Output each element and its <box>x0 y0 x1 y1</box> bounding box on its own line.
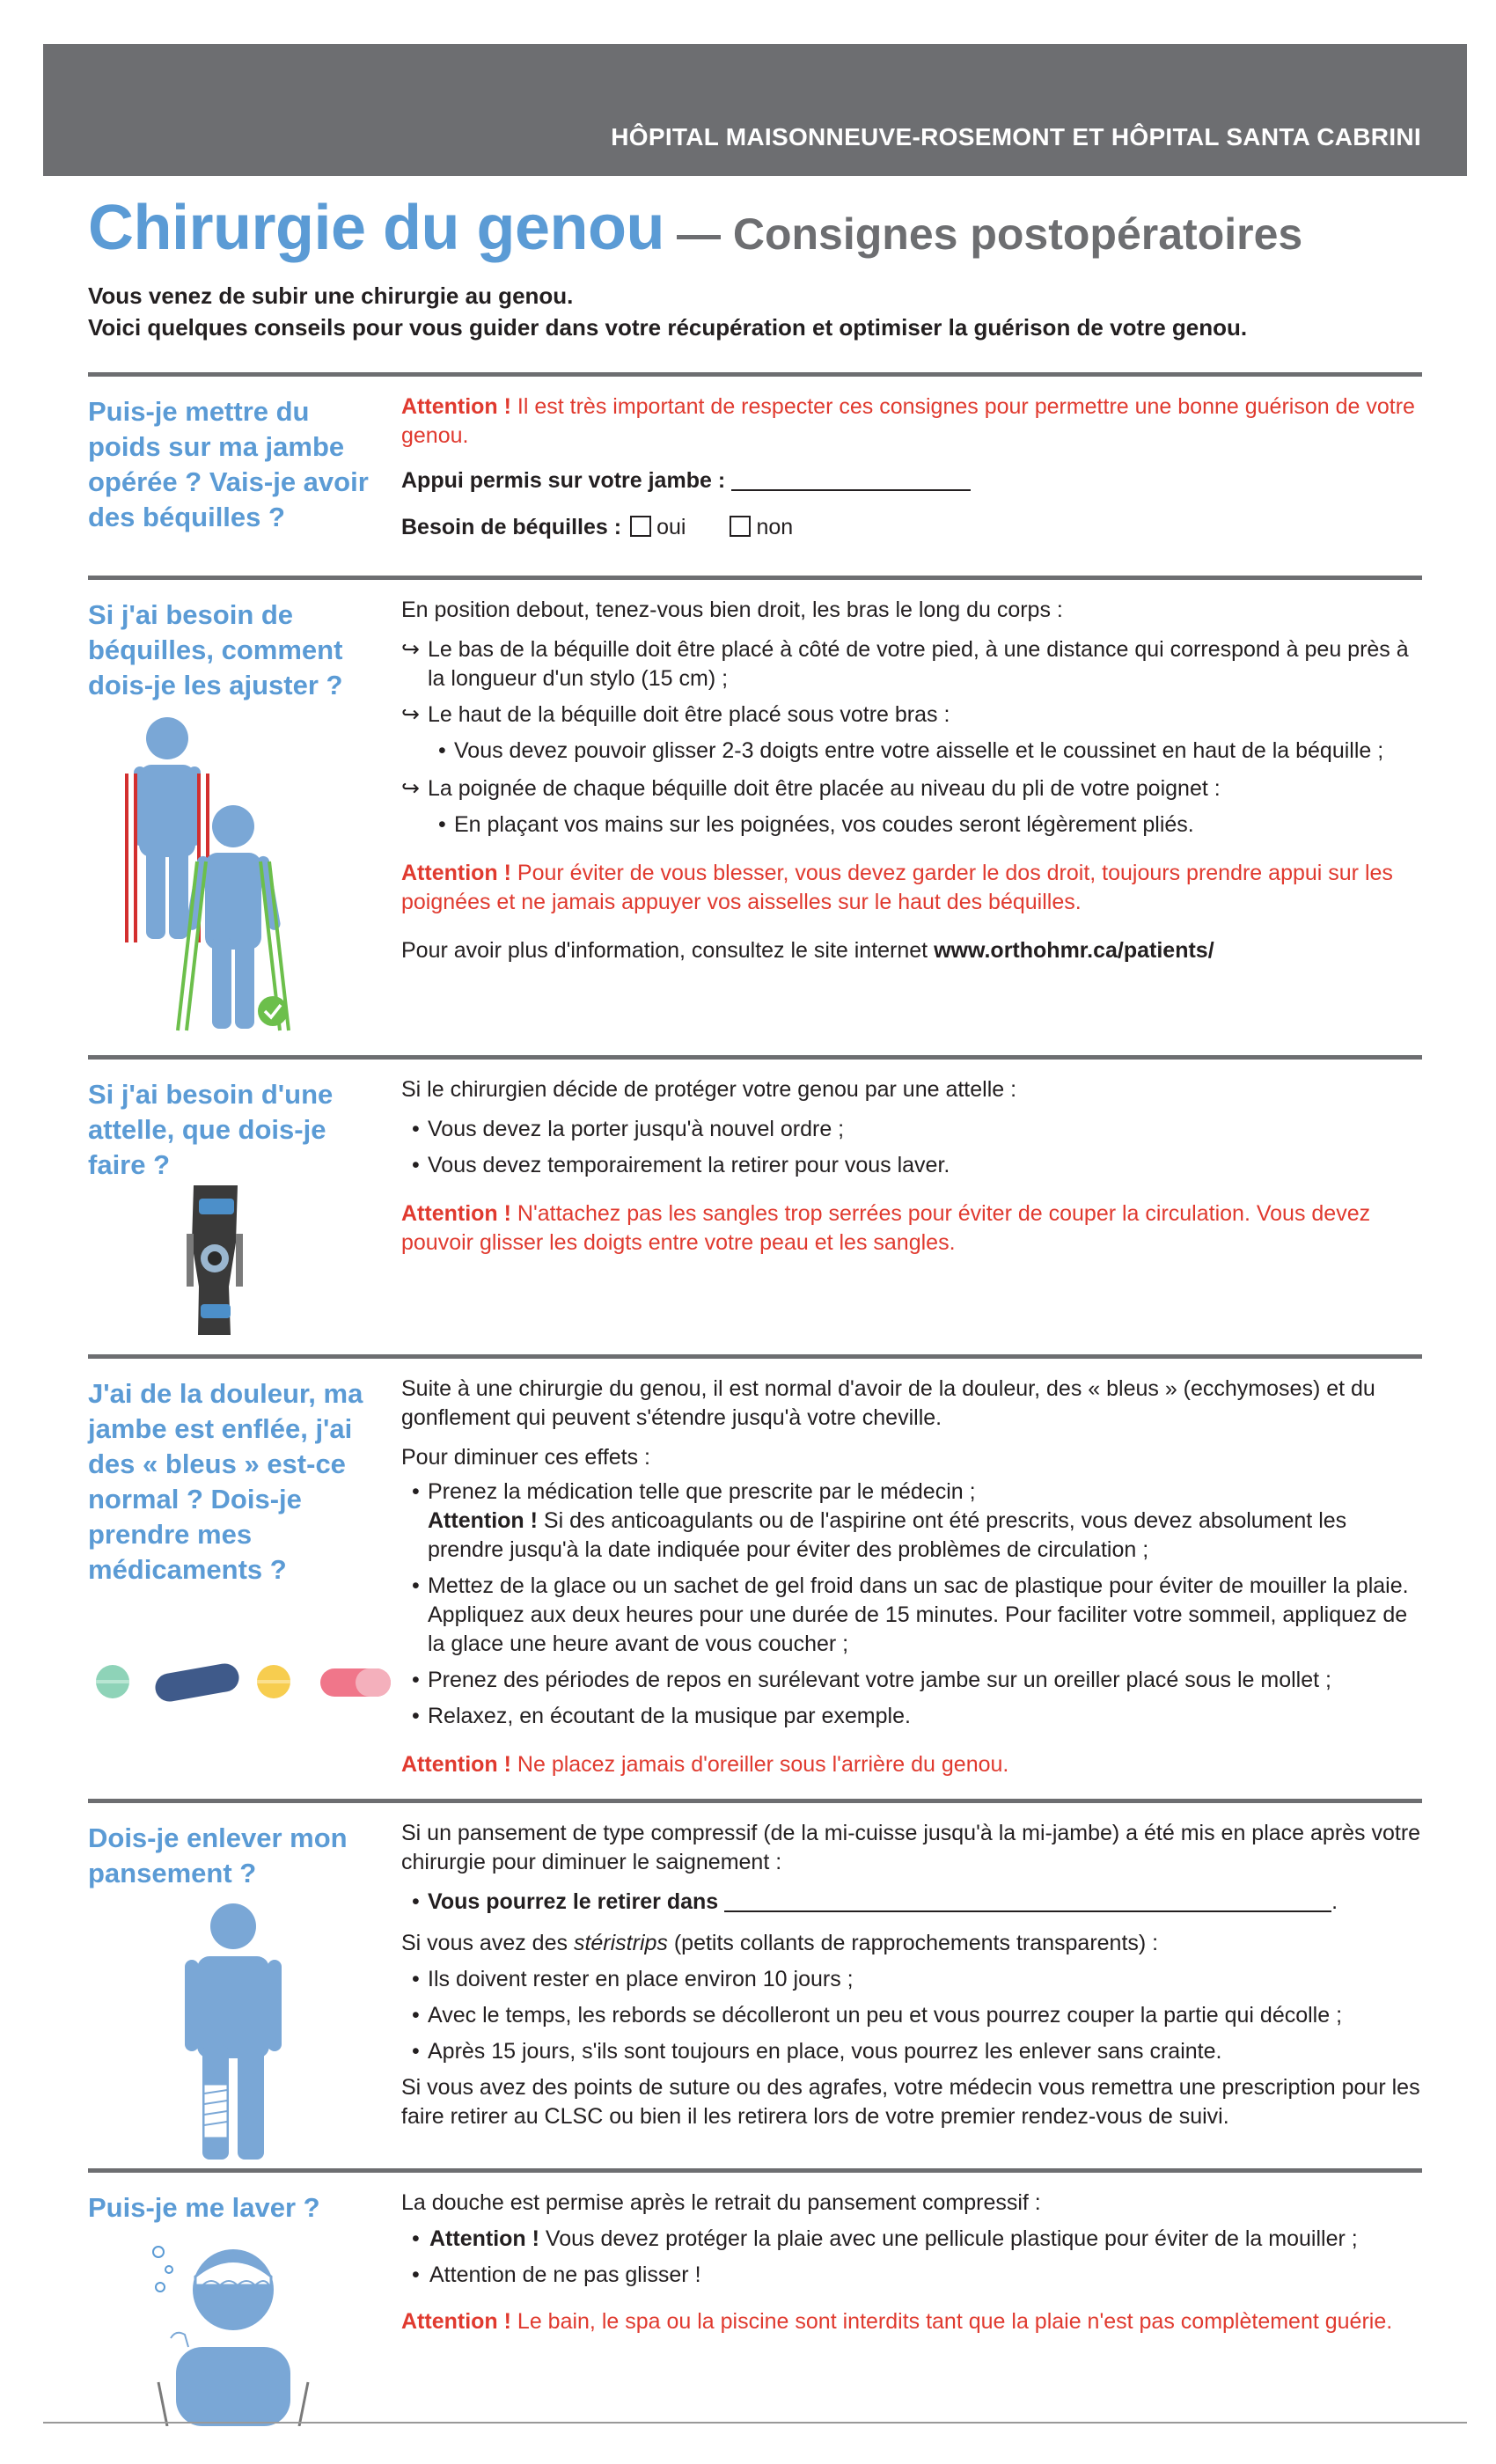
washing-item-1: • Attention ! Vous devez protéger la plaie avec une pellicule plastique pour éviter de la mouiller ; <box>401 2225 1422 2254</box>
attention-label: Attention ! <box>401 2309 511 2334</box>
question-pain: J'ai de la douleur, ma jambe est enflée, j'ai des « bleus » est-ce normal ? Dois-je prendre mes médicaments ? <box>88 1378 363 1585</box>
pain-intro: Suite à une chirurgie du genou, il est normal d'avoir de la douleur, des « bleus » (ecchymoses) et du gonflement qui peuvent s'étendre jusqu'à votre cheville. <box>401 1376 1375 1430</box>
arrow-icon: ↪ <box>401 637 420 662</box>
pain-item-4: • Relaxez, en écoutant de la musique par exemple. <box>401 1702 1422 1731</box>
attention-text: Le bain, le spa ou la piscine sont interdits tant que la plaie n'est pas complètement guérie. <box>510 2309 1393 2334</box>
more-info: Pour avoir plus d'information, consultez le site internet www.orthohmr.ca/patients/ <box>401 938 1214 963</box>
answer-washing <box>401 2189 1422 2347</box>
page-title <box>88 192 1426 264</box>
intro-line-1: Vous venez de subir une chirurgie au genou. <box>88 282 574 309</box>
pain-item-3: • Prenez des périodes de repos en surélevant votre jambe sur un oreiller placé sous le mollet ; <box>401 1666 1422 1695</box>
crutch-item-3-sub: • En plaçant vos mains sur les poignées, vos coudes seront légèrement pliés. <box>401 810 1422 840</box>
opt-yes: oui <box>656 515 686 539</box>
answer-pain <box>401 1375 1422 1790</box>
strips-item-1: • Ils doivent rester en place environ 10 jours ; <box>401 1965 1422 1994</box>
hospital-name: HÔPITAL MAISONNEUVE-ROSEMONT ET HÔPITAL SANTA CABRINI <box>611 123 1421 150</box>
intro-line-2: Voici quelques conseils pour vous guider dans votre récupération et optimiser la guérison de votre genou. <box>88 314 1248 341</box>
attention-text: Pour éviter de vous blesser, vous devez garder le dos droit, toujours prendre appui sur les poignées et ne jamais appuyer vos aisselles sur le haut des béquilles. <box>401 861 1393 914</box>
intro <box>88 280 1426 343</box>
section-brace <box>88 1055 1422 1359</box>
question-weight-bearing: Puis-je mettre du poids sur ma jambe opérée ? Vais-je avoir des béquilles ? <box>88 396 369 532</box>
header-banner <box>43 44 1467 176</box>
checkbox-yes[interactable] <box>630 516 651 537</box>
strips-intro: Si vous avez des stéristrips (petits collants de rapprochements transparents) : <box>401 1931 1159 1955</box>
answer-brace <box>401 1075 1422 1268</box>
section-pain <box>88 1354 1422 1803</box>
arrow-icon: ↪ <box>401 702 420 727</box>
pain-item-1: • Prenez la médication telle que prescrite par le médecin ; Attention ! Si des anticoagulants ou de l'aspirine ont été prescrits, vous devez absolument les prendre jusqu'à la date indiquée pour éviter des problèmes de circulation ; <box>401 1478 1422 1565</box>
attention-label: Attention ! <box>401 1752 511 1777</box>
crutch-item-2: ↪ Le haut de la béquille doit être placé sous votre bras : <box>401 700 1422 730</box>
section-washing <box>88 2168 1422 2426</box>
question-washing: Puis-je me laver ? <box>88 2192 320 2223</box>
attention-label: Attention ! <box>401 394 511 419</box>
pain-intro-2: Pour diminuer ces effets : <box>401 1445 651 1470</box>
attention-text: Ne placez jamais d'oreiller sous l'arrière du genou. <box>510 1752 1009 1777</box>
website-link[interactable]: www.orthohmr.ca/patients/ <box>934 938 1214 963</box>
remove-blank[interactable] <box>724 1910 1331 1912</box>
bandaged-leg-icon <box>167 1900 299 2164</box>
section-crutches <box>88 576 1422 1060</box>
washing-intro: La douche est permise après le retrait du pansement compressif : <box>401 2190 1041 2215</box>
checkbox-no[interactable] <box>730 516 751 537</box>
crutch-item-3: ↪ La poignée de chaque béquille doit être placée au niveau du pli de votre poignet : <box>401 774 1422 803</box>
brace-item-1: • Vous devez la porter jusqu'à nouvel ordre ; <box>401 1115 1422 1144</box>
title-sub: — Consignes postopératoires <box>676 209 1303 259</box>
brace-intro: Si le chirurgien décide de protéger votre genou par une attelle : <box>401 1077 1017 1102</box>
arrow-icon: ↪ <box>401 776 420 801</box>
dressing-intro: Si un pansement de type compressif (de la mi-cuisse jusqu'à la mi-jambe) a été mis en place après votre chirurgie pour diminuer le saignement : <box>401 1821 1421 1874</box>
pain-item-2: • Mettez de la glace ou un sachet de gel froid dans un sac de plastique pour éviter de mouiller la plaie. Appliquez aux deux heures pour une durée de 15 minutes. Pour faciliter votre sommeil, appliquez de la glace une heure avant de vous coucher ; <box>401 1572 1422 1659</box>
support-blank[interactable] <box>731 489 971 491</box>
shower-person-icon <box>150 2241 317 2426</box>
support-label: Appui permis sur votre jambe : <box>401 468 726 493</box>
question-brace: Si j'ai besoin d'une attelle, que dois-je faire ? <box>88 1079 334 1180</box>
attention-label: Attention ! <box>401 1201 511 1226</box>
answer-dressing <box>401 1819 1422 2142</box>
attention-label: Attention ! <box>401 861 511 885</box>
bottom-rule <box>43 2422 1467 2424</box>
pills-icon <box>93 1660 392 1704</box>
attention-text: N'attachez pas les sangles trop serrées pour éviter de couper la circulation. Vous devez pouvoir glisser les doigts entre votre peau et les sangles. <box>401 1201 1371 1255</box>
answer-crutches <box>401 596 1422 976</box>
crutch-adjustment-illustration <box>106 712 290 1038</box>
answer-weight-bearing <box>401 392 1422 553</box>
washing-item-2: • Attention de ne pas glisser ! <box>401 2261 1422 2290</box>
strips-item-3: • Après 15 jours, s'ils sont toujours en place, vous pourrez les enlever sans crainte. <box>401 2037 1422 2066</box>
question-crutches: Si j'ai besoin de béquilles, comment dois-je les ajuster ? <box>88 599 343 700</box>
opt-no: non <box>756 515 794 539</box>
crutches-label: Besoin de béquilles : <box>401 515 622 539</box>
brace-item-2: • Vous devez temporairement la retirer pour vous laver. <box>401 1151 1422 1180</box>
section-dressing <box>88 1799 1422 2173</box>
knee-brace-icon <box>167 1181 264 1339</box>
crutch-item-1: ↪ Le bas de la béquille doit être placé à côté de votre pied, à une distance qui correspond à peu près à la longueur d'un stylo (15 cm) ; <box>401 637 1409 691</box>
title-main: Chirurgie du genou <box>88 193 664 263</box>
attention-text: Il est très important de respecter ces consignes pour permettre une bonne guérison de votre genou. <box>401 394 1415 448</box>
section-weight-bearing <box>88 372 1422 579</box>
question-dressing: Dois-je enlever mon pansement ? <box>88 1822 348 1888</box>
strips-item-2: • Avec le temps, les rebords se décolleront un peu et vous pourrez couper la partie qui décolle ; <box>401 2001 1422 2030</box>
dressing-outro: Si vous avez des points de suture ou des agrafes, votre médecin vous remettra une prescription pour les faire retirer au CLSC ou bien il les retirera lors de votre premier rendez-vous de suivi. <box>401 2075 1420 2129</box>
item-attention-label: Attention ! <box>428 1508 538 1533</box>
dressing-remove: • Vous pourrez le retirer dans . <box>401 1888 1422 1917</box>
crutch-item-2-sub: • Vous devez pouvoir glisser 2-3 doigts entre votre aisselle et le coussinet en haut de la béquille ; <box>401 737 1422 766</box>
crutches-intro: En position debout, tenez-vous bien droit, les bras le long du corps : <box>401 598 1063 622</box>
